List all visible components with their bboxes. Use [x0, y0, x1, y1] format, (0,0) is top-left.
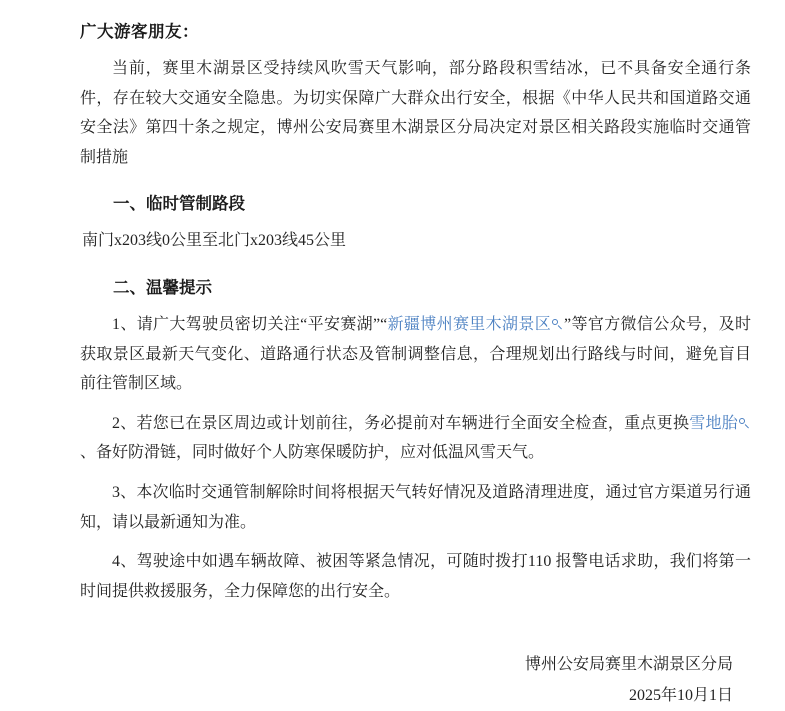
list-item	[80, 547, 751, 606]
issuing-organization: 博州公安局赛里木湖景区分局	[524, 656, 733, 674]
salutation: 广大游客朋友：	[80, 23, 199, 41]
controlled-road-section: 南门x203线0公里至北门x203线45公里	[82, 232, 347, 250]
list-item	[80, 409, 751, 468]
list-item	[80, 478, 751, 537]
search-icon	[552, 319, 563, 330]
search-icon	[739, 418, 750, 429]
item-text-before-link: 请广大驾驶员密切关注“平安赛湖”“	[136, 315, 388, 333]
intro-paragraph: 当前，赛里木湖景区受持续风吹雪天气影响，部分路段积雪结冰，已不具备安全通行条件，存在较大交通安全隐患。为切实保障广大群众出行安全，根据《中华人民共和国道路交通安全法》第四十条之规定，博州公安局赛里木湖景区分局决定对景区相关路段实施临时交通管制措施	[80, 60, 751, 166]
item-text: 本次临时交通管制解除时间将根据天气转好情况及道路清理进度，通过官方渠道另行通知，请以最新通知为准。	[80, 483, 751, 531]
snow-tire-link[interactable]: 雪地胎	[689, 414, 738, 432]
signature-block	[80, 650, 751, 711]
item-text-after-link: 、备好防滑链，同时做好个人防寒保暖防护，应对低温风雪天气。	[80, 444, 545, 462]
item-number: 4、	[112, 553, 137, 571]
list-item	[80, 310, 751, 399]
item-text-after-link: ”等官方微信公众号，及时获取景区最新天气变化、道路通行状态及管制调整信息，合理规划出行路线与时间，避免盲目前往管制区域。	[80, 315, 751, 393]
item-number: 2、	[112, 414, 137, 432]
issue-date: 2025年10月1日	[628, 686, 733, 704]
section-title-1: 一、临时管制路段	[113, 195, 245, 214]
item-text-before-link: 若您已在景区周边或计划前往，务必提前对车辆进行全面安全检查，重点更换	[136, 414, 690, 432]
wechat-account-link[interactable]: 新疆博州赛里木湖景区	[387, 315, 552, 333]
item-text: 驾驶途中如遇车辆故障、被困等紧急情况，可随时拨打110 报警电话求助，我们将第一时间提供救援服务，全力保障您的出行安全。	[80, 553, 751, 600]
item-number: 1、	[112, 315, 137, 333]
section-title-2: 二、温馨提示	[113, 278, 212, 297]
item-number: 3、	[112, 483, 137, 501]
